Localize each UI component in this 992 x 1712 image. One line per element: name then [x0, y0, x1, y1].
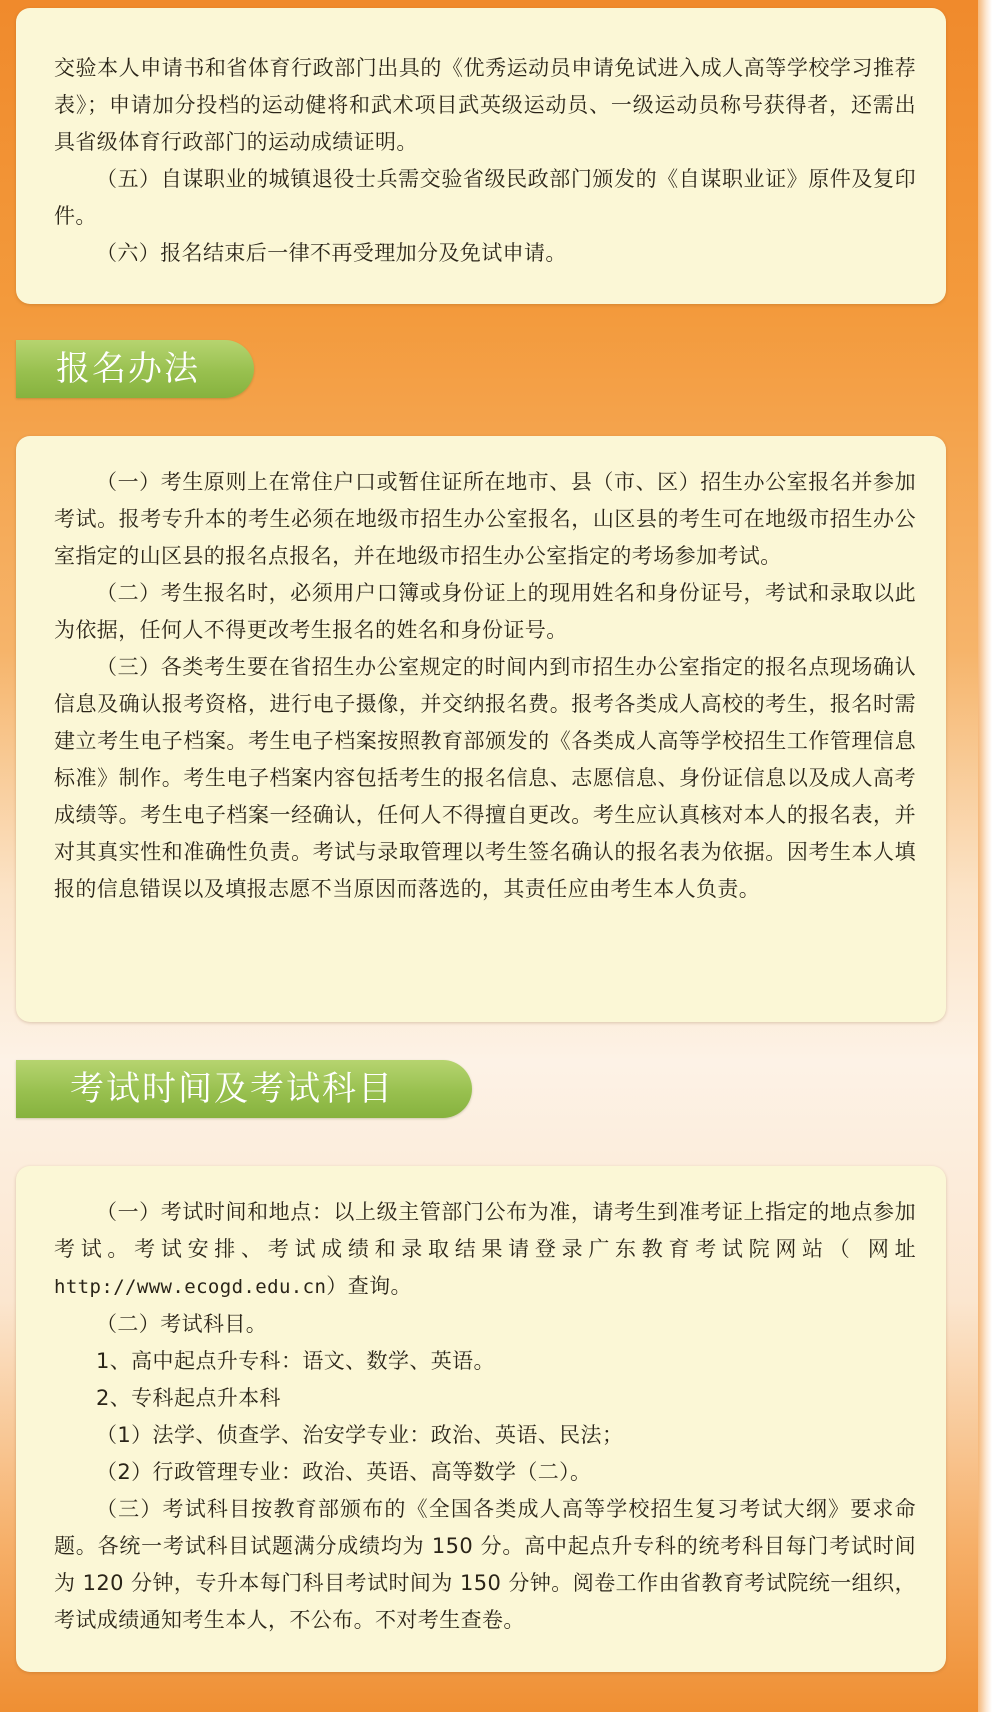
section-title-registration: 报名办法: [16, 340, 254, 398]
paragraph-exam-syllabus: （三）考试科目按教育部颁布的《全国各类成人高等学校招生复习考试大纲》要求命题。各统一考试科目试题满分成绩均为 150 分。高中起点升专科的统考科目每门考试时间为 120 分钟，专升本每门科目考试时间为 150 分钟。阅卷工作由省教育考试院统一组织，考试成绩通知考生本人，不公布。不对考生查卷。: [54, 1497, 916, 1632]
page-edge: [978, 0, 992, 1712]
exam-time-text: （一）考试时间和地点：以上级主管部门公布为准，请考生到准考证上指定的地点参加考试。考试安排、考试成绩和录取结果请登录广东教育考试院网站（ 网址: [54, 1200, 916, 1261]
exam-time-text-end: ）查询。: [326, 1274, 412, 1298]
list-item-law-majors: （1）法学、侦查学、治安学专业：政治、英语、民法；: [96, 1423, 624, 1447]
exam-website-url: http://www.ecogd.edu.cn: [54, 1276, 327, 1298]
panel-registration: [16, 436, 946, 1022]
paragraph-athlete-certificate: 交验本人申请书和省体育行政部门出具的《优秀运动员申请免试进入成人高等学校学习推荐表》；申请加分投档的运动健将和武术项目武英级运动员、一级运动员称号获得者，还需出具省级体育行政部门的运动成绩证明。: [54, 56, 916, 154]
paragraph-exam-subjects: （二）考试科目。: [96, 1312, 268, 1336]
list-item-bachelor-upgrade: 2、专科起点升本科: [96, 1386, 281, 1410]
paragraph-registration-location: （一）考生原则上在常住户口或暂住证所在地市、县（市、区）招生办公室报名并参加考试。报考专升本的考生必须在地级市招生办公室报名，山区县的考生可在地级市招生办公室指定的山区县的报名点报名，并在地级市招生办公室指定的考场参加考试。: [54, 470, 916, 568]
paragraph-exam-time-place: [54, 1194, 916, 1306]
paragraph-no-late-applications: （六）报名结束后一律不再受理加分及免试申请。: [96, 241, 567, 265]
panel-bonus-points: [16, 8, 946, 304]
paragraph-registration-confirmation: （三）各类考生要在省招生办公室规定的时间内到市招生办公室指定的报名点现场确认信息及确认报考资格，进行电子摄像，并交纳报名费。报考各类成人高校的考生，报名时需建立考生电子档案。考生电子档案按照教育部颁发的《各类成人高等学校招生工作管理信息标准》制作。考生电子档案内容包括考生的报名信息、志愿信息、身份证信息以及成人高考成绩等。考生电子档案一经确认，任何人不得擅自更改。考生应认真核对本人的报名表，并对其真实性和准确性负责。考试与录取管理以考生签名确认的报名表为依据。因考生本人填报的信息错误以及填报志愿不当原因而落选的，其责任应由考生本人负责。: [54, 655, 916, 901]
paragraph-retired-soldiers: （五）自谋职业的城镇退役士兵需交验省级民政部门颁发的《自谋职业证》原件及复印件。: [54, 167, 916, 228]
list-item-high-school-subjects: 1、高中起点升专科：语文、数学、英语。: [96, 1349, 495, 1373]
panel-exam: [16, 1166, 946, 1672]
paragraph-registration-name-id: （二）考生报名时，必须用户口簿或身份证上的现用姓名和身份证号，考试和录取以此为依据，任何人不得更改考生报名的姓名和身份证号。: [54, 581, 916, 642]
list-item-admin-majors: （2）行政管理专业：政治、英语、高等数学（二）。: [96, 1460, 592, 1484]
section-title-exam: 考试时间及考试科目: [16, 1060, 472, 1118]
